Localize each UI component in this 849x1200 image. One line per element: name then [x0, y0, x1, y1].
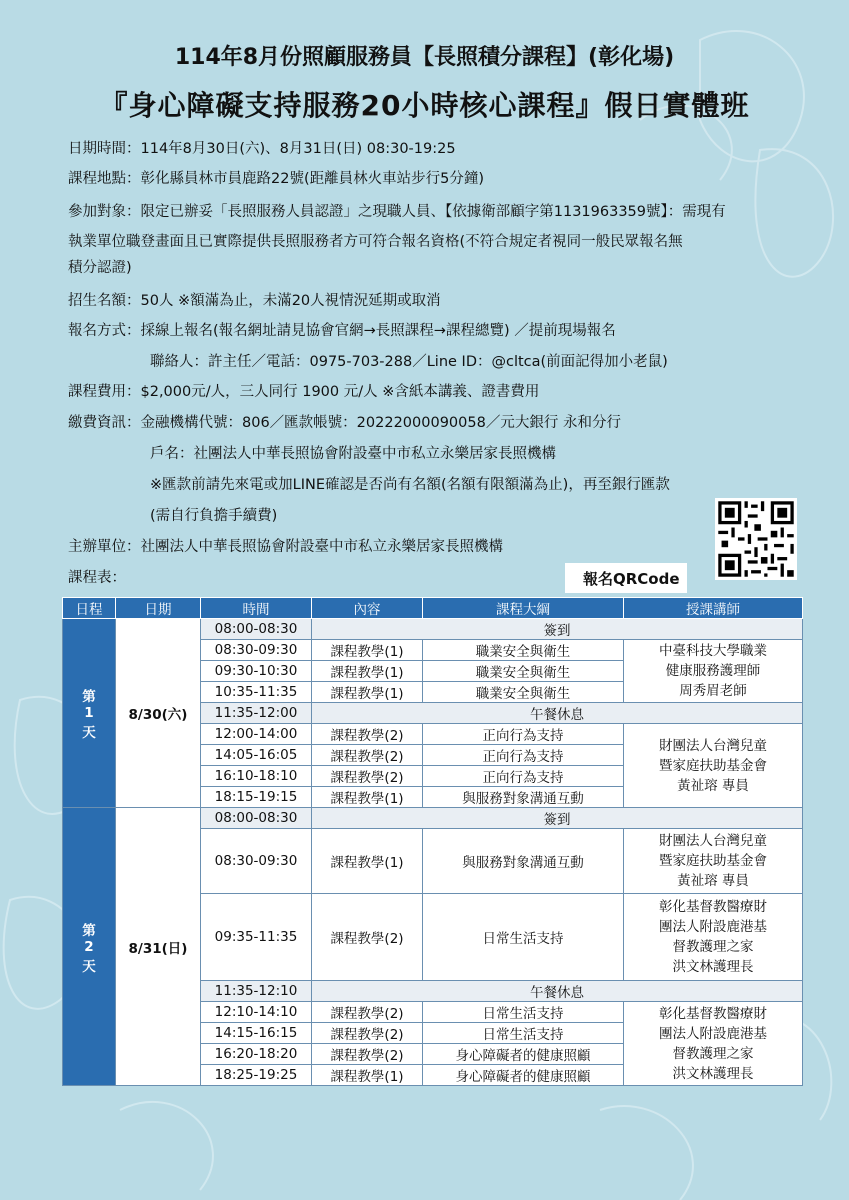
- info-fee: 課程費用：$2,000元/人，三人同行 1900 元/人 ※含紙本講義、證書費用: [68, 384, 540, 400]
- outline-cell: 身心障礙者的健康照顧: [423, 1065, 624, 1086]
- info-target-1: 參加對象：限定已辦妥「長照服務人員認證」之現職人員、【依據衛部顧字第1131963359號】：需現有: [68, 204, 726, 220]
- time-cell: 08:00-08:30: [201, 619, 312, 640]
- instructor-cell: 彰化基督教醫療財 團法人附設鹿港基 督教護理之家 洪文林護理長: [624, 894, 803, 981]
- time-cell: 11:35-12:10: [201, 981, 312, 1002]
- header-day: 日程: [63, 598, 116, 619]
- info-quota: 招生名額：50人 ※額滿為止，未滿20人視情況延期或取消: [68, 293, 441, 309]
- header-date: 日期: [116, 598, 201, 619]
- title-line-2: 『身心障礙支持服務20小時核心課程』假日實體班: [99, 89, 750, 122]
- time-cell: 09:30-10:30: [201, 661, 312, 682]
- info-organizer: 主辦單位：社團法人中華長照協會附設臺中市私立永樂居家長照機構: [68, 539, 503, 555]
- time-cell: 16:20-18:20: [201, 1044, 312, 1065]
- span-cell: 簽到: [312, 619, 803, 640]
- table-header-row: [63, 598, 803, 619]
- outline-cell: 身心障礙者的健康照顧: [423, 1044, 624, 1065]
- time-cell: 08:00-08:30: [201, 808, 312, 829]
- instructor-cell: 中臺科技大學職業 健康服務護理師 周秀眉老師: [624, 640, 803, 703]
- outline-cell: 正向行為支持: [423, 766, 624, 787]
- time-cell: 12:00-14:00: [201, 724, 312, 745]
- time-cell: 12:10-14:10: [201, 1002, 312, 1023]
- time-cell: 11:35-12:00: [201, 703, 312, 724]
- span-cell: 午餐休息: [312, 703, 803, 724]
- span-cell: 簽到: [312, 808, 803, 829]
- outline-cell: 日常生活支持: [423, 894, 624, 981]
- info-target-2: 執業單位職登畫面且已實際提供長照服務者方可符合報名資格(不符合規定者視同一般民眾報名無: [68, 234, 683, 250]
- day-2-date: 8/31(日): [116, 808, 201, 1086]
- content-cell: 課程教學(2): [312, 894, 423, 981]
- title-line-1: 114年8月份照顧服務員【長照積分課程】(彰化場): [174, 45, 675, 70]
- day-1-cell: 第 1 天: [63, 619, 116, 808]
- info-payment: 繳費資訊：金融機構代號：806／匯款帳號：20222000090058／元大銀行 永和分行: [68, 415, 621, 431]
- header-content: 內容: [312, 598, 423, 619]
- outline-cell: 職業安全與衛生: [423, 640, 624, 661]
- outline-cell: 與服務對象溝通互動: [423, 787, 624, 808]
- info-location: 課程地點：彰化縣員林市員鹿路22號(距離員林火車站步行5分鐘): [68, 171, 484, 187]
- content-cell: 課程教學(1): [312, 640, 423, 661]
- signup-qr-code[interactable]: [715, 498, 797, 580]
- info-note-1: ※匯款前請先來電或加LINE確認是否尚有名額(名額有限額滿為止)，再至銀行匯款: [150, 477, 670, 493]
- content-cell: 課程教學(2): [312, 1023, 423, 1044]
- time-cell: 09:35-11:35: [201, 894, 312, 981]
- outline-cell: 日常生活支持: [423, 1002, 624, 1023]
- header-time: 時間: [201, 598, 312, 619]
- instructor-cell: 彰化基督教醫療財 團法人附設鹿港基 督教護理之家 洪文林護理長: [624, 1002, 803, 1086]
- content-cell: 課程教學(1): [312, 829, 423, 894]
- header-outline: 課程大綱: [423, 598, 624, 619]
- outline-cell: 職業安全與衛生: [423, 682, 624, 703]
- content-cell: 課程教學(2): [312, 1002, 423, 1023]
- time-cell: 18:25-19:25: [201, 1065, 312, 1086]
- content-cell: 課程教學(1): [312, 1065, 423, 1086]
- time-cell: 08:30-09:30: [201, 829, 312, 894]
- day-2-cell: 第 2 天: [63, 808, 116, 1086]
- day-1-date: 8/30(六): [116, 619, 201, 808]
- outline-cell: 正向行為支持: [423, 745, 624, 766]
- instructor-cell: 財團法人台灣兒童 暨家庭扶助基金會 黃祉瑢 專員: [624, 829, 803, 894]
- schedule-table: [62, 597, 803, 1086]
- info-date: 日期時間：114年8月30日(六)、8月31日(日) 08:30-19:25: [68, 141, 456, 157]
- header-instructor: 授課講師: [624, 598, 803, 619]
- time-cell: 16:10-18:10: [201, 766, 312, 787]
- qr-code-label: 報名QRCode: [565, 563, 687, 593]
- info-note-2: (需自行負擔手續費): [150, 508, 278, 524]
- outline-cell: 與服務對象溝通互動: [423, 829, 624, 894]
- content-cell: 課程教學(1): [312, 787, 423, 808]
- info-signup: 報名方式：採線上報名(報名網址請見協會官網→長照課程→課程總覽) ／提前現場報名: [68, 323, 616, 339]
- outline-cell: 正向行為支持: [423, 724, 624, 745]
- content-cell: 課程教學(2): [312, 766, 423, 787]
- instructor-cell: 財團法人台灣兒童 暨家庭扶助基金會 黃祉瑢 專員: [624, 724, 803, 808]
- content-cell: 課程教學(2): [312, 724, 423, 745]
- span-cell: 午餐休息: [312, 981, 803, 1002]
- info-target-3: 積分認證): [68, 260, 132, 276]
- content-cell: 課程教學(2): [312, 1044, 423, 1065]
- time-cell: 18:15-19:15: [201, 787, 312, 808]
- table-row: [63, 808, 803, 829]
- outline-cell: 職業安全與衛生: [423, 661, 624, 682]
- time-cell: 14:05-16:05: [201, 745, 312, 766]
- schedule-label: 課程表：: [68, 570, 126, 586]
- time-cell: 08:30-09:30: [201, 640, 312, 661]
- info-account-name: 戶名：社團法人中華長照協會附設臺中市私立永樂居家長照機構: [150, 446, 556, 462]
- content-cell: 課程教學(1): [312, 682, 423, 703]
- time-cell: 10:35-11:35: [201, 682, 312, 703]
- content-cell: 課程教學(2): [312, 745, 423, 766]
- info-contact: 聯絡人：許主任／電話：0975-703-288／Line ID：@cltca(前面記得加小老鼠): [150, 354, 668, 370]
- time-cell: 14:15-16:15: [201, 1023, 312, 1044]
- table-row: [63, 619, 803, 640]
- outline-cell: 日常生活支持: [423, 1023, 624, 1044]
- content-cell: 課程教學(1): [312, 661, 423, 682]
